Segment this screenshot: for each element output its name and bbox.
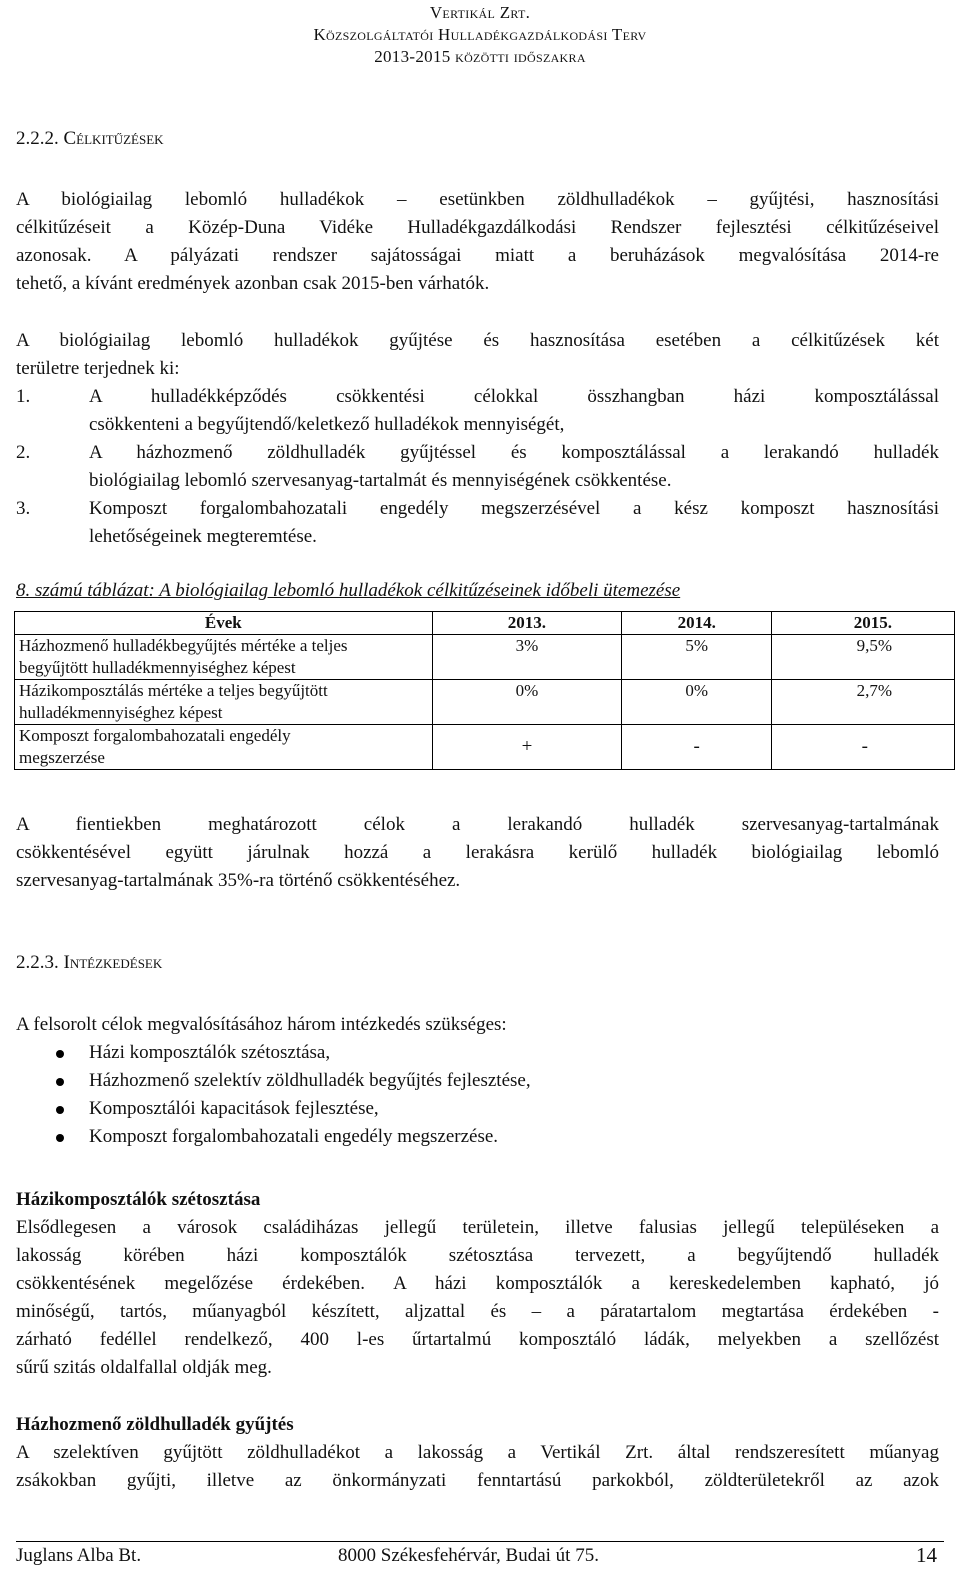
paragraph-line: A biológiailag lebomló hulladékok – esetünkben zöldhulladékok – gyűjtési, hasznosítási (16, 189, 939, 210)
list-item (16, 1095, 939, 1123)
label-line: Házikomposztálás mértéke a teljes begyűjtött (19, 681, 328, 700)
table-header-cell: 2015. (772, 612, 955, 635)
list-item (16, 1067, 939, 1095)
list-item (16, 383, 939, 439)
paragraph-line: azonosak. A pályázati rendszer sajátosságai miatt a beruházások megvalósítása 2014-re (16, 245, 939, 266)
paragraph-line: minőségű, tartós, műanyagból készített, aljzattal és – a páratartalom megtartása érdekében - (16, 1301, 939, 1322)
bullet-text: Házi komposztálók szétosztása, (89, 1042, 331, 1063)
label-line: Házhozmenő hulladékbegyűjtés mértéke a teljes (19, 636, 348, 655)
paragraph-line: Elsődlegesen a városok családiházas jellegű területein, illetve falusias jellegű településeken a (16, 1217, 939, 1238)
list-line: A hulladékképződés csökkentési célokkal összhangban házi komposztálással (89, 386, 939, 407)
measures-intro: A felsorolt célok megvalósításához három intézkedés szükséges: (16, 1014, 507, 1035)
table-cell: 5% (622, 635, 772, 680)
paragraph-summary (16, 811, 939, 895)
table-row-label (15, 680, 433, 725)
paragraph-line: A biológiailag lebomló hulladékok gyűjtése és hasznosítása esetében a célkitűzések két (16, 330, 939, 351)
table-header-cell: Évek (15, 612, 433, 635)
table-header-cell: 2014. (622, 612, 772, 635)
table-row (15, 680, 955, 725)
page-number: 14 (916, 1543, 937, 1567)
list-number: 1. (16, 386, 31, 407)
table-cell: 9,5% (772, 635, 955, 680)
measures-block (16, 1011, 939, 1151)
list-item (16, 1123, 939, 1151)
footer-address: 8000 Székesfehérvár, Budai út 75. (338, 1545, 599, 1566)
bullet-icon (56, 1078, 64, 1086)
paragraph-line: csökkentésével együtt járulnak hozzá a lerakásra kerülő hulladék biológiailag lebomló (16, 842, 939, 863)
bullet-icon (56, 1134, 64, 1142)
label-line: hulladékmennyiséghez képest (19, 703, 223, 722)
table-row (15, 635, 955, 680)
footer-company: Juglans Alba Bt. (16, 1545, 142, 1566)
table-header-row (15, 612, 955, 635)
list-item (16, 1039, 939, 1067)
bullet-icon (56, 1106, 64, 1114)
subsection-title: Házhozmenő zöldhulladék gyűjtés (16, 1414, 294, 1435)
list-line: Komposzt forgalombahozatali engedély megszerzésével a kész komposzt hasznosítási (89, 498, 939, 519)
paragraph-line: célkitűzéseit a Közép-Duna Vidéke Hulladékgazdálkodási Rendszer fejlesztési célkitűzéseivel (16, 217, 939, 238)
heading-number: 2.2.3. (16, 952, 59, 973)
list-number: 2. (16, 442, 31, 463)
table-cell: 0% (622, 680, 772, 725)
table-cell: 3% (432, 635, 622, 680)
table-cell: + (432, 725, 622, 770)
section-green-waste-collection (16, 1411, 939, 1495)
paragraph-line: zsákokban gyűjti, illetve az önkormányzati fenntartású parkokból, zöldterületekről az azok (16, 1470, 939, 1491)
list-line: biológiailag lebomló szervesanyag-tartalmát és mennyiségének csökkentése. (89, 470, 672, 491)
section-heading-222 (16, 125, 939, 153)
bullet-text: Komposzt forgalombahozatali engedély megszerzése. (89, 1126, 499, 1147)
table-row-label (15, 725, 433, 770)
header-company: Vertikál Zrt. (429, 3, 531, 22)
table-row-label (15, 635, 433, 680)
list-item (16, 439, 939, 495)
bullet-text: Komposztálói kapacitások fejlesztése, (89, 1098, 379, 1119)
table-cell: - (772, 725, 955, 770)
footer-divider (16, 1541, 944, 1542)
paragraph-line: A fientiekben meghatározott célok a lerakandó hulladék szervesanyag-tartalmának (16, 814, 939, 835)
bullet-icon (56, 1050, 64, 1058)
table-caption: 8. számú táblázat: A biológiailag lebomló hulladékok célkitűzéseinek időbeli ütemezése (16, 580, 681, 601)
label-line: Komposzt forgalombahozatali engedély (19, 726, 291, 745)
subsection-title: Házikomposztálók szétosztása (16, 1189, 261, 1210)
paragraph-line: területre terjednek ki: (16, 358, 180, 379)
list-line: csökkenteni a begyűjtendő/keletkező hulladékok mennyiségét, (89, 414, 565, 435)
table-cell: 2,7% (772, 680, 955, 725)
schedule-table (14, 611, 955, 770)
paragraph-line: lakosság körében házi komposztálók szétosztása tervezett, a begyűjtendő hulladék (16, 1245, 939, 1266)
section-home-composters (16, 1186, 939, 1382)
paragraph-line: zárható fedéllel rendelkező, 400 l-es űrtartalmú komposztáló ládák, melyekben a szellőzést (16, 1329, 939, 1350)
paragraph-line: A szelektíven gyűjtött zöldhulladékot a lakosság a Vertikál Zrt. által rendszeresített műanyag (16, 1442, 939, 1463)
goals-list (16, 383, 939, 551)
header-plan-title: Közszolgáltatói Hulladékgazdálkodási Terv (313, 25, 647, 44)
list-line: A házhozmenő zöldhulladék gyűjtéssel és komposztálással a lerakandó hulladék (89, 442, 939, 463)
list-number: 3. (16, 498, 31, 519)
paragraph-intro (16, 186, 939, 298)
heading-number: 2.2.2. (16, 128, 59, 149)
paragraph-line: csökkentésének megelőzése érdekében. A házi komposztálók a kereskedelemben kapható, jó (16, 1273, 939, 1294)
bullet-text: Házhozmenő szelektív zöldhulladék begyűjtés fejlesztése, (89, 1070, 531, 1091)
heading-text: Célkitűzések (63, 128, 164, 149)
label-line: megszerzése (19, 748, 105, 767)
paragraph-goals (16, 327, 939, 551)
section-heading-223 (16, 949, 939, 977)
table-header-cell: 2013. (432, 612, 622, 635)
header-period: 2013-2015 közötti időszakra (374, 47, 586, 66)
paragraph-line: szervesanyag-tartalmának 35%-ra történő csökkentéséhez. (16, 870, 461, 891)
heading-text: Intézkedések (63, 952, 163, 973)
paragraph-line: sűrű szitás oldalfallal oldják meg. (16, 1357, 272, 1378)
list-item (16, 495, 939, 551)
label-line: begyűjtött hulladékmennyiséghez képest (19, 658, 296, 677)
table-cell: - (622, 725, 772, 770)
table-row (15, 725, 955, 770)
list-line: lehetőségeinek megteremtése. (89, 526, 317, 547)
page-header (0, 2, 960, 68)
measures-list (16, 1039, 939, 1151)
paragraph-line: tehető, a kívánt eredmények azonban csak 2015-ben várhatók. (16, 273, 490, 294)
table-cell: 0% (432, 680, 622, 725)
